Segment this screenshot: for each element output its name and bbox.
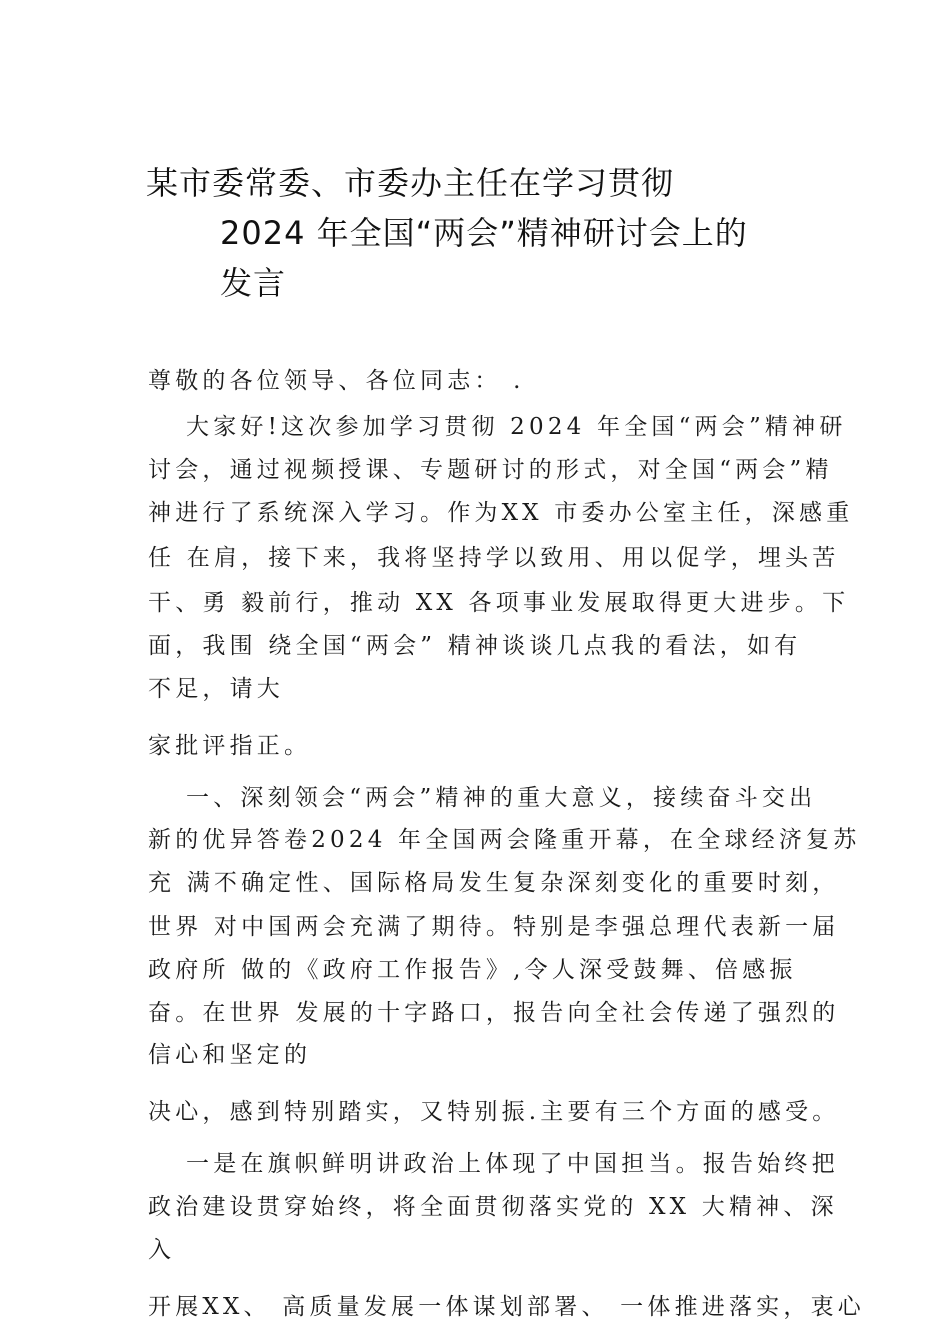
paragraph-3-line: 入 xyxy=(148,1237,176,1263)
paragraph-2-line: 充 满不确定性、国际格局发生复杂深刻变化的重要时刻， xyxy=(148,870,840,896)
paragraph-1-line: 不足，请大 xyxy=(148,676,284,702)
paragraph-2-end: 决心，感到特别踏实，又特别振.主要有三个方面的感受。 xyxy=(148,1099,840,1125)
paragraph-2-line: 信心和坚定的 xyxy=(148,1042,312,1068)
salutation: 尊敬的各位领导、各位同志： . xyxy=(148,368,525,394)
paragraph-1-line: 讨会，通过视频授课、专题研讨的形式，对全国“两会”精 xyxy=(148,457,833,483)
paragraph-1-line: 干、勇 毅前行，推动 XX 各项事业发展取得更大进步。下 xyxy=(148,590,850,616)
paragraph-3-end: 开展XX、 高质量发展一体谋划部署、 一体推进落实，衷心 xyxy=(148,1294,865,1320)
paragraph-2-line: 世界 对中国两会充满了期待。特别是李强总理代表新一届 xyxy=(148,914,840,940)
paragraph-1-line: 任 在肩，接下来，我将坚持学以致用、用以促学，埋头苦 xyxy=(148,545,840,571)
paragraph-2-line: 政府所 做的《政府工作报告》,令人深受鼓舞、倍感振 xyxy=(148,957,797,983)
paragraph-3-line: 政治建设贯穿始终，将全面贯彻落实党的 XX 大精神、深 xyxy=(148,1194,838,1220)
paragraph-3-line: 一是在旗帜鲜明讲政治上体现了中国担当。报告始终把 xyxy=(186,1151,839,1177)
document-title-line-3: 发言 xyxy=(220,264,287,302)
document-title-line-2: 2024 年全国“两会”精神研讨会上的 xyxy=(220,214,748,252)
paragraph-1-line: 面，我围 绕全国“两会” 精神谈谈几点我的看法，如有 xyxy=(148,633,802,659)
paragraph-2-line: 奋。在世界 发展的十字路口，报告向全社会传递了强烈的 xyxy=(148,1000,840,1026)
paragraph-2-line: 新的优异答卷2024 年全国两会隆重开幕，在全球经济复苏 xyxy=(148,827,861,853)
paragraph-2-line: 一、深刻领会“两会”精神的重大意义，接续奋斗交出 xyxy=(186,785,817,811)
paragraph-1-end: 家批评指正。 xyxy=(148,733,312,759)
paragraph-1-line: 神进行了系统深入学习。作为XX 市委办公室主任，深感重 xyxy=(148,500,854,526)
document-title-line-1: 某市委常委、市委办主任在学习贯彻 xyxy=(146,164,675,202)
paragraph-1-line: 大家好!这次参加学习贯彻 2024 年全国“两会”精神研 xyxy=(186,414,847,440)
